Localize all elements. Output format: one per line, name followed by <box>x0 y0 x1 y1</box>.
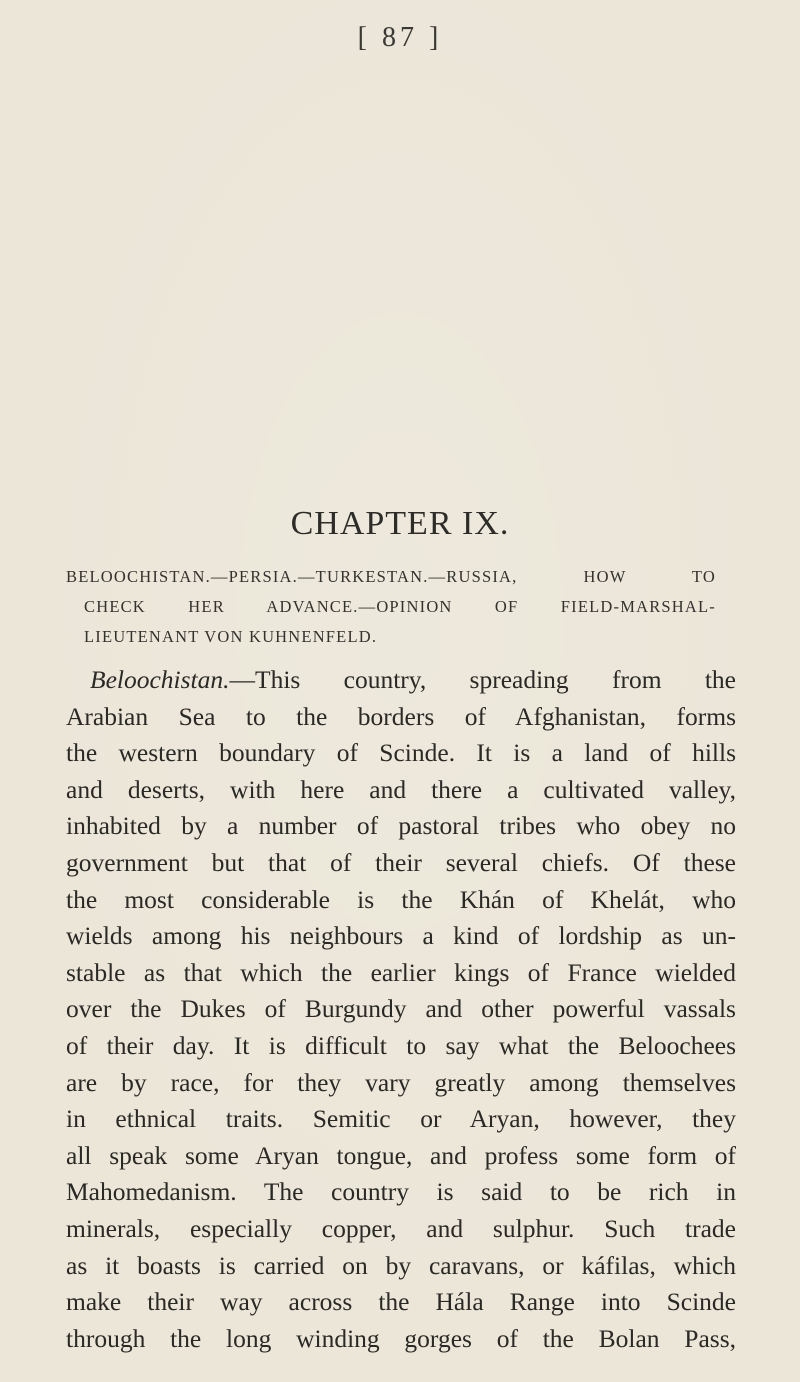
lead-term: Beloochistan. <box>90 665 230 694</box>
body-line: and deserts, with here and there a cultivated valley, <box>66 774 736 804</box>
body-paragraph <box>66 662 736 1357</box>
body-line: inhabited by a number of pastoral tribes who obey no <box>66 811 736 841</box>
body-line: minerals, especially copper, and sulphur. Such trade <box>66 1213 736 1243</box>
body-line: the most considerable is the Khán of Khelát, who <box>66 884 736 914</box>
body-line: stable as that which the earlier kings of France wielded <box>66 957 736 987</box>
summary-line: LIEUTENANT VON KUHNENFELD. <box>84 627 378 646</box>
chapter-summary <box>66 562 726 652</box>
body-line: are by race, for they vary greatly among themselves <box>66 1067 736 1097</box>
body-line: government but that of their several chiefs. Of these <box>66 847 736 877</box>
body-line: the western boundary of Scinde. It is a land of hills <box>66 738 736 768</box>
body-line: over the Dukes of Burgundy and other powerful vassals <box>66 994 736 1024</box>
body-line <box>66 662 736 699</box>
summary-line: BELOOCHISTAN.—PERSIA.—TURKESTAN.—RUSSIA, HOW TO <box>66 567 716 586</box>
body-line: all speak some Aryan tongue, and profess some form of <box>66 1140 736 1170</box>
summary-line: CHECK HER ADVANCE.—OPINION OF FIELD-MARSHAL- <box>84 597 716 616</box>
body-line: make their way across the Hála Range into Scinde <box>66 1287 736 1317</box>
page-number: [ 87 ] <box>357 22 443 53</box>
body-line: Mahomedanism. The country is said to be rich in <box>66 1177 736 1207</box>
chapter-title: CHAPTER IX. <box>290 505 510 542</box>
body-line: through the long winding gorges of the Bolan Pass, <box>66 1323 736 1353</box>
body-line: in ethnical traits. Semitic or Aryan, however, they <box>66 1104 736 1134</box>
body-line-text: —This country, spreading from the <box>229 665 736 694</box>
body-line: Arabian Sea to the borders of Afghanistan, forms <box>66 701 736 731</box>
body-line: of their day. It is difficult to say what the Beloochees <box>66 1030 736 1060</box>
body-line: wields among his neighbours a kind of lordship as un- <box>66 921 736 951</box>
body-line: as it boasts is carried on by caravans, or káfilas, which <box>66 1250 736 1280</box>
